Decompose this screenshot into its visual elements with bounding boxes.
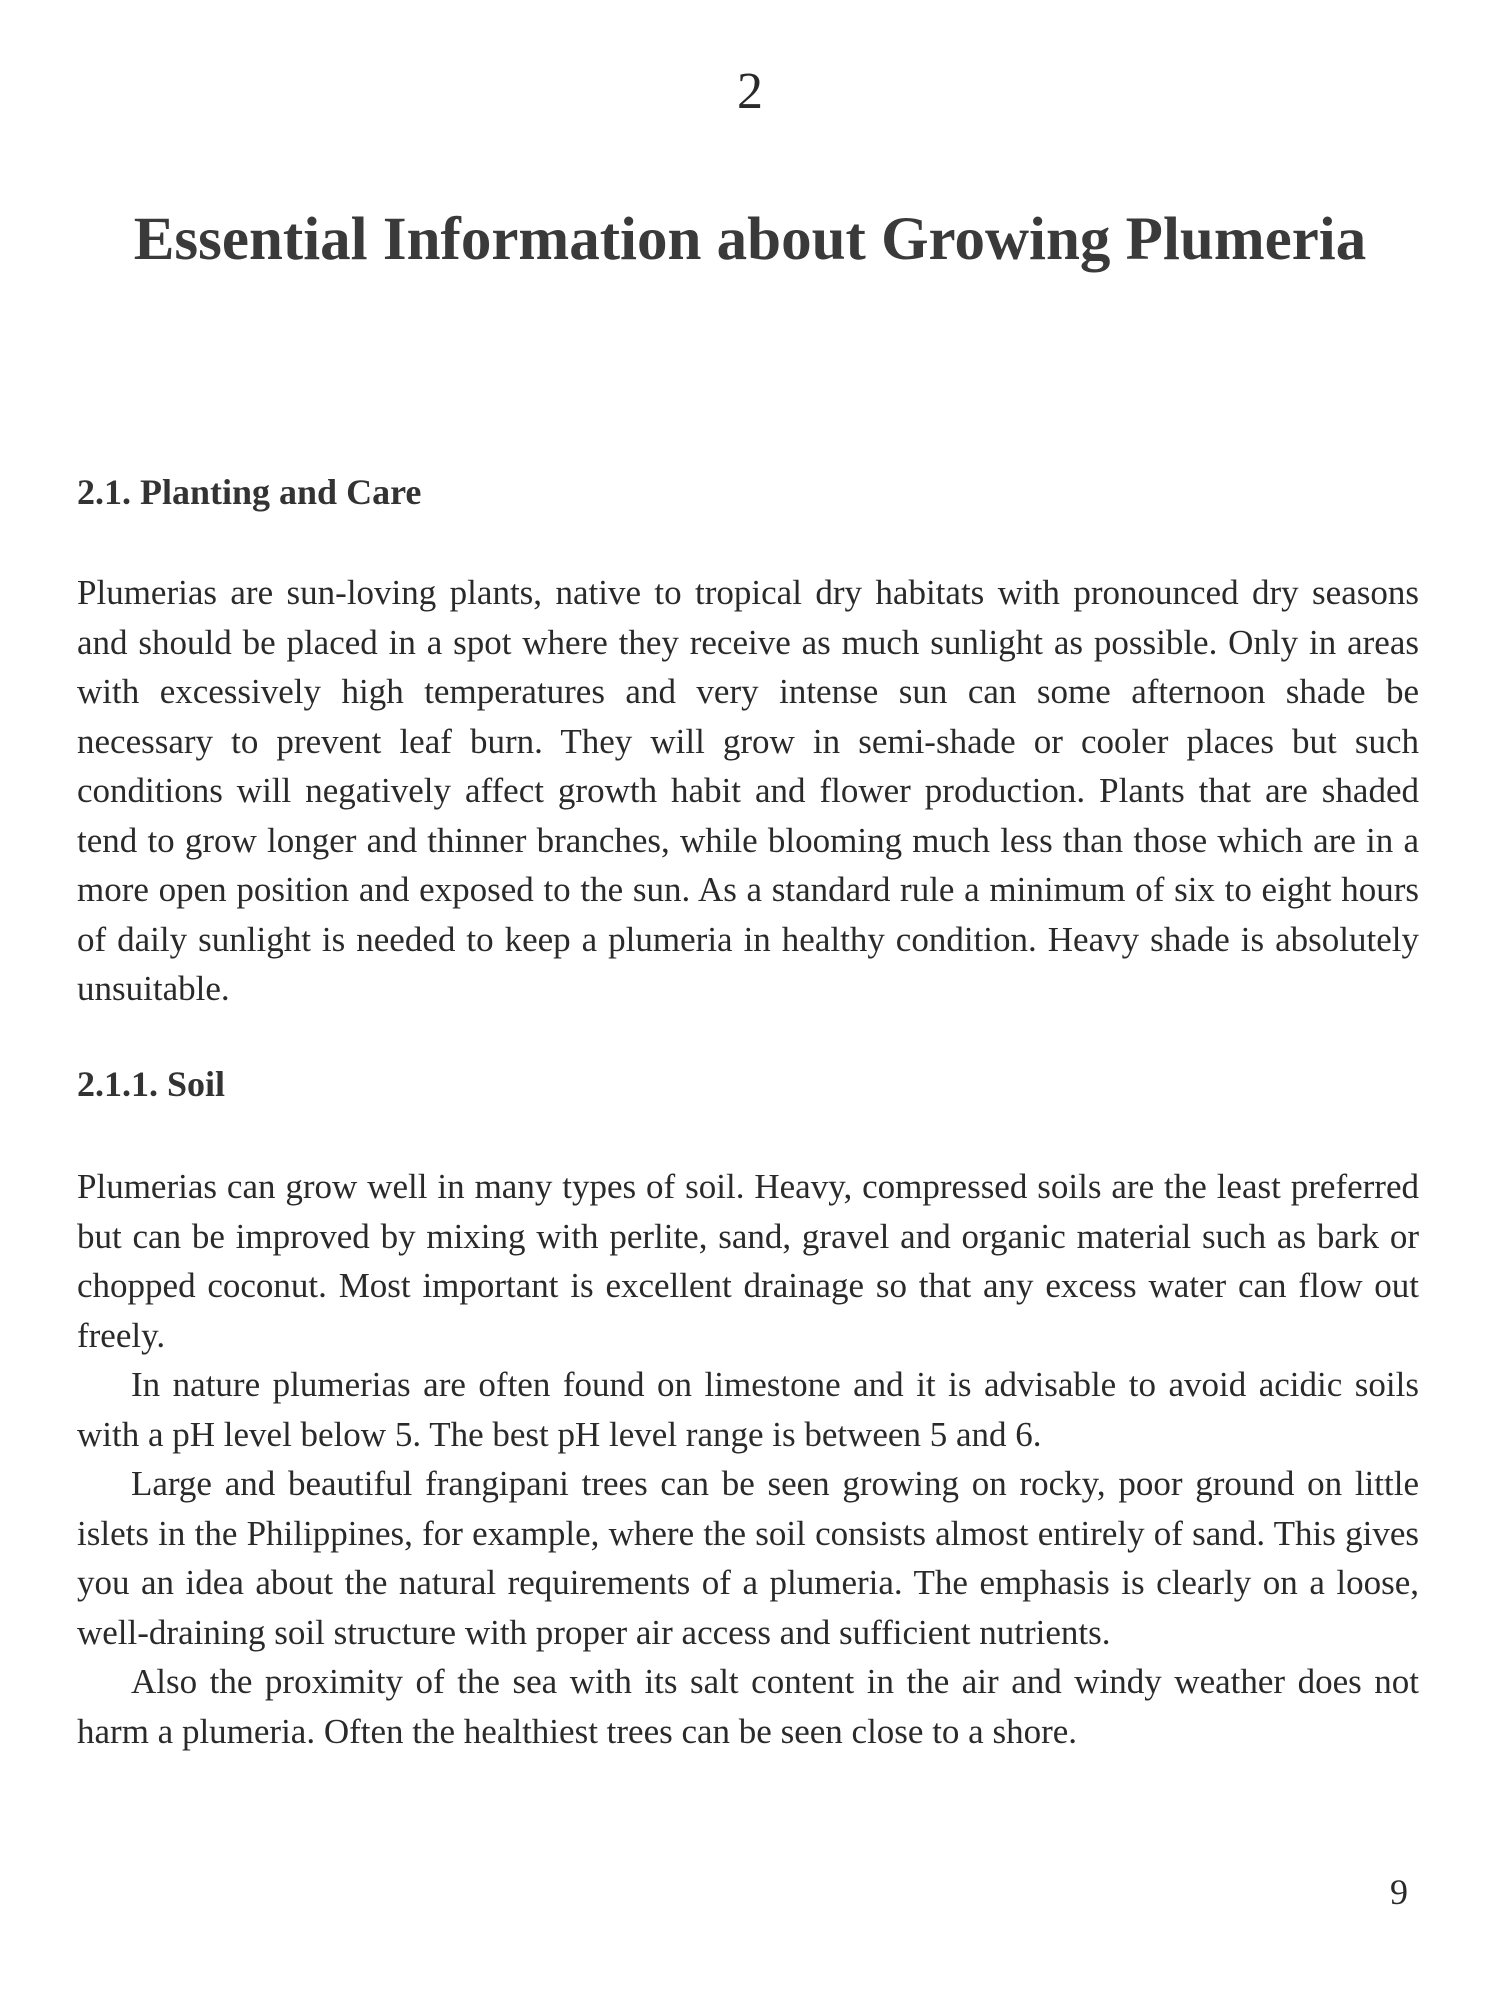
- section-body-planting: [77, 568, 1419, 1014]
- chapter-number: 2: [737, 63, 763, 120]
- paragraph: Plumerias are sun-loving plants, native to tropical dry habitats with pronounced dry seasons and should be placed in a spot where they receive as much sunlight as possible. Only in areas with excessively high temperatures and very intense sun can some afternoon shade be necessary to prevent leaf burn. They will grow in semi-shade or cooler places but such conditions will negatively affect growth habit and flower production. Plants that are shaded tend to grow longer and thinner branches, while blooming much less than those which are in a more open position and exposed to the sun. As a standard rule a minimum of six to eight hours of daily sunlight is needed to keep a plumeria in healthy condition. Heavy shade is absolutely unsuitable.: [77, 573, 1419, 1008]
- paragraph: In nature plumerias are often found on limestone and it is advisable to avoid acidic soils with a pH level below 5. The best pH level range is between 5 and 6.: [77, 1365, 1419, 1454]
- section-body-soil: [77, 1162, 1419, 1756]
- section-heading-planting: 2.1. Planting and Care: [77, 472, 422, 512]
- section-heading-soil: 2.1.1. Soil: [77, 1064, 226, 1104]
- paragraph: Plumerias can grow well in many types of soil. Heavy, compressed soils are the least preferred but can be improved by mixing with perlite, sand, gravel and organic material such as bark or chopped coconut. Most important is excellent drainage so that any excess water can flow out freely.: [77, 1167, 1419, 1355]
- page-number: 9: [1390, 1872, 1408, 1912]
- paragraph: Large and beautiful frangipani trees can be seen growing on rocky, poor ground on little islets in the Philippines, for example, where the soil consists almost entirely of sand. This gives you an idea about the natural requirements of a plumeria. The emphasis is clearly on a loose, well-draining soil structure with proper air access and sufficient nutrients.: [77, 1464, 1419, 1652]
- chapter-title: Essential Information about Growing Plumeria: [133, 206, 1367, 273]
- paragraph: Also the proximity of the sea with its salt content in the air and windy weather does not harm a plumeria. Often the healthiest trees can be seen close to a shore.: [77, 1662, 1419, 1751]
